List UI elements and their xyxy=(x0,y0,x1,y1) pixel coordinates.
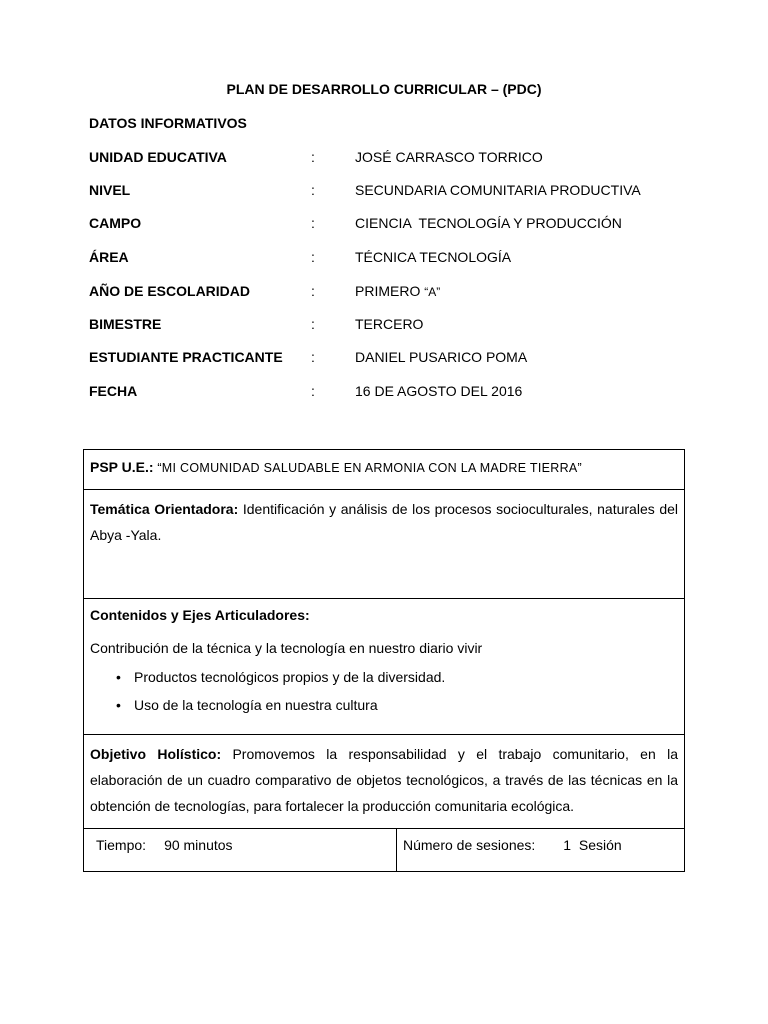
contenidos-intro: Contribución de la técnica y la tecnología en nuestro diario vivir xyxy=(90,640,483,656)
tematica-value: Identificación y análisis de los procesos socioculturales, naturales del Abya -Yala. xyxy=(90,501,679,543)
info-label: ÁREA xyxy=(89,249,129,265)
tiempo-sesiones-row xyxy=(84,829,684,871)
info-row-fecha xyxy=(0,382,768,402)
list-item xyxy=(116,668,678,686)
info-value-group xyxy=(355,282,440,301)
objetivo-value: Promovemos la responsabilidad y el trabajo comunitario, en la elaboración de un cuadro comparativo de objetos tecnológicos, a través de las técnicas en la obtención de tecnologías, para fortalecer la producción comunitaria ecológica. xyxy=(90,746,678,814)
sesiones-cell xyxy=(397,829,678,871)
contenidos-label: Contenidos y Ejes Articuladores: xyxy=(90,607,310,623)
info-colon: : xyxy=(311,349,315,365)
sesiones-label: Número de sesiones: xyxy=(403,837,536,853)
info-row-ano-de-escolaridad xyxy=(0,282,768,302)
info-row-bimestre xyxy=(0,315,768,335)
info-value: CIENCIA TECNOLOGÍA Y PRODUCCIÓN xyxy=(355,215,622,231)
info-value: DANIEL PUSARICO POMA xyxy=(355,349,528,365)
objetivo-label: Objetivo Holístico: xyxy=(90,746,222,762)
info-label: AÑO DE ESCOLARIDAD xyxy=(89,283,251,299)
info-label: NIVEL xyxy=(89,182,131,198)
info-colon: : xyxy=(311,182,315,198)
list-item-text: Uso de la tecnología en nuestra cultura xyxy=(134,697,378,713)
psp-cell xyxy=(84,450,684,490)
info-value-section: “A” xyxy=(424,285,441,299)
info-colon: : xyxy=(311,215,315,231)
info-label: BIMESTRE xyxy=(89,316,162,332)
sesiones-value: 1 Sesión xyxy=(563,837,622,853)
tiempo-cell xyxy=(90,829,397,871)
info-colon: : xyxy=(311,383,315,399)
info-label: FECHA xyxy=(89,383,138,399)
info-label: UNIDAD EDUCATIVA xyxy=(89,149,227,165)
tematica-label: Temática Orientadora: xyxy=(90,501,239,517)
bullet-icon: • xyxy=(116,669,121,685)
list-item-text: Productos tecnológicos propios y de la diversidad. xyxy=(134,669,446,685)
info-row-estudiante-practicante xyxy=(0,348,768,368)
info-colon: : xyxy=(311,249,315,265)
pdc-table xyxy=(83,449,685,872)
bullet-icon: • xyxy=(116,697,121,713)
info-value: 16 DE AGOSTO DEL 2016 xyxy=(355,383,523,399)
info-value: PRIMERO xyxy=(355,283,425,299)
tiempo-label: Tiempo: xyxy=(96,837,147,853)
list-item xyxy=(116,696,678,714)
info-colon: : xyxy=(311,316,315,332)
contenidos-cell xyxy=(84,599,684,735)
info-value: SECUNDARIA COMUNITARIA PRODUCTIVA xyxy=(355,182,641,198)
objetivo-cell xyxy=(84,735,684,829)
tiempo-value: 90 minutos xyxy=(164,837,233,853)
info-row-area xyxy=(0,248,768,268)
info-colon: : xyxy=(311,149,315,165)
info-colon: : xyxy=(311,283,315,299)
contenidos-list xyxy=(90,668,678,714)
info-row-nivel xyxy=(0,181,768,201)
document-title: PLAN DE DESARROLLO CURRICULAR – (PDC) xyxy=(226,81,542,97)
info-value: TERCERO xyxy=(355,316,424,332)
info-value: JOSÉ CARRASCO TORRICO xyxy=(355,149,543,165)
info-label: ESTUDIANTE PRACTICANTE xyxy=(89,349,283,365)
psp-label: PSP U.E.: xyxy=(90,459,154,475)
section-heading-datos-informativos: DATOS INFORMATIVOS xyxy=(89,115,247,131)
info-row-unidad-educativa xyxy=(0,148,768,168)
info-row-campo xyxy=(0,214,768,234)
info-label: CAMPO xyxy=(89,215,142,231)
psp-value: “MI COMUNIDAD SALUDABLE EN ARMONIA CON LA MADRE TIERRA” xyxy=(153,461,582,475)
info-value: TÉCNICA TECNOLOGÍA xyxy=(355,249,512,265)
tematica-cell xyxy=(84,490,684,599)
